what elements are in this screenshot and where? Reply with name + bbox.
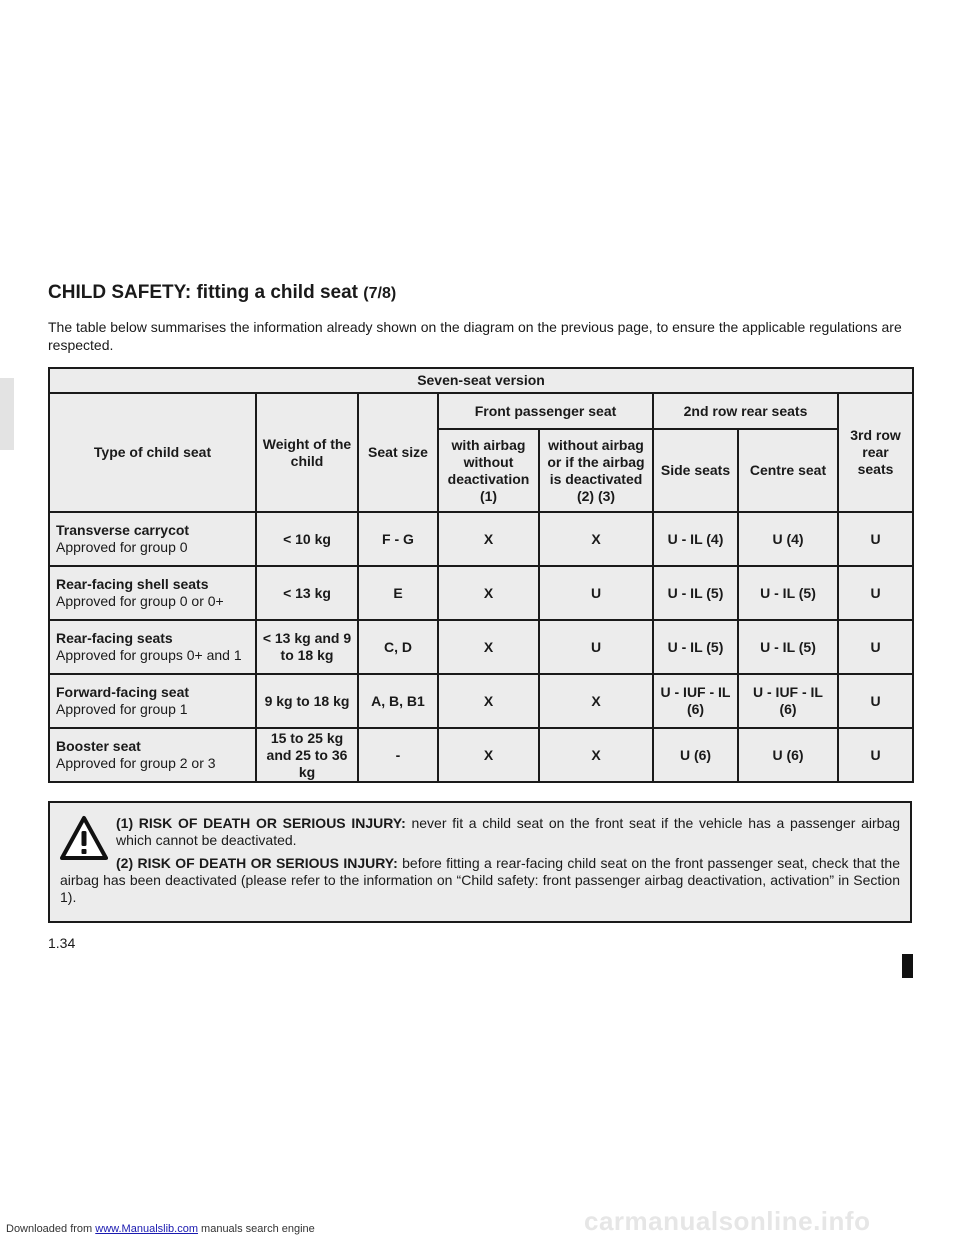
warning-note-1-text: never fit a child seat on the front seat if the vehicle has a passenger airbag which cannot be deactivated.	[116, 815, 901, 848]
row-desc: Approved for group 1	[56, 701, 188, 717]
cell-size: C, D	[358, 620, 438, 674]
header-without-airbag: without airbag or if the airbag is deactivated (2) (3)	[539, 429, 653, 512]
cell-front-without: X	[539, 728, 653, 782]
cell-third: U	[838, 566, 913, 620]
cell-size: A, B, B1	[358, 674, 438, 728]
row-label	[49, 674, 256, 728]
table-row	[49, 674, 913, 728]
header-type: Type of child seat	[49, 393, 256, 512]
cell-third: U	[838, 620, 913, 674]
row-desc: Approved for group 0 or 0+	[56, 593, 224, 609]
warning-note-2-lead: (2) RISK OF DEATH OR SERIOUS INJURY:	[116, 855, 398, 871]
row-label	[49, 566, 256, 620]
cell-centre: U - IL (5)	[738, 566, 838, 620]
header-2nd-row: 2nd row rear seats	[653, 393, 838, 429]
row-title: Rear-facing seats	[56, 630, 173, 646]
row-title: Forward-facing seat	[56, 684, 190, 700]
row-desc: Approved for group 2 or 3	[56, 755, 216, 771]
header-side-seats: Side seats	[653, 429, 738, 512]
cell-centre: U (6)	[738, 728, 838, 782]
row-desc: Approved for group 0	[56, 539, 188, 555]
cell-front-with: X	[438, 620, 539, 674]
cell-side: U - IUF - IL (6)	[653, 674, 738, 728]
header-weight: Weight of the child	[256, 393, 358, 512]
cell-side: U - IL (5)	[653, 566, 738, 620]
footer-link[interactable]: www.Manualslib.com	[95, 1223, 198, 1235]
table-row	[49, 512, 913, 566]
section-tab	[0, 378, 14, 450]
header-3rd-row: 3rd row rear seats	[838, 393, 913, 512]
header-with-airbag: with airbag without deactivation (1)	[438, 429, 539, 512]
row-title: Booster seat	[56, 738, 141, 754]
header-centre-seat: Centre seat	[738, 429, 838, 512]
row-label	[49, 728, 256, 782]
cell-weight: < 13 kg and 9 to 18 kg	[256, 620, 358, 674]
warning-note-1-lead: (1) RISK OF DEATH OR SERIOUS INJURY:	[116, 815, 406, 831]
cell-front-with: X	[438, 728, 539, 782]
watermark-logo: carmanualsonline.info	[584, 1206, 871, 1236]
row-label	[49, 512, 256, 566]
cell-weight: 15 to 25 kg and 25 to 36 kg	[256, 728, 358, 782]
table-row	[49, 620, 913, 674]
cell-side: U (6)	[653, 728, 738, 782]
download-footer	[6, 1223, 315, 1235]
row-desc: Approved for groups 0+ and 1	[56, 647, 242, 663]
cell-front-with: X	[438, 512, 539, 566]
warning-note-1	[116, 815, 900, 849]
row-label	[49, 620, 256, 674]
cell-front-without: X	[539, 674, 653, 728]
cell-front-without: X	[539, 512, 653, 566]
page-title	[48, 282, 396, 304]
child-seat-table	[48, 367, 914, 783]
cell-weight: 9 kg to 18 kg	[256, 674, 358, 728]
intro-text: The table below summarises the information already shown on the diagram on the previous page, to ensure the applicable regulations are respected.	[48, 319, 902, 353]
row-title: Transverse carrycot	[56, 522, 190, 538]
header-front-passenger: Front passenger seat	[438, 393, 653, 429]
table-row	[49, 566, 913, 620]
row-title: Rear-facing shell seats	[56, 576, 209, 592]
cell-front-without: U	[539, 566, 653, 620]
cell-centre: U - IUF - IL (6)	[738, 674, 838, 728]
table-row	[49, 728, 913, 782]
table-title: Seven-seat version	[49, 368, 913, 393]
cell-size: -	[358, 728, 438, 782]
cell-size: F - G	[358, 512, 438, 566]
header-size: Seat size	[358, 393, 438, 512]
cell-front-with: X	[438, 566, 539, 620]
cell-weight: < 10 kg	[256, 512, 358, 566]
footer-prefix: Downloaded from	[6, 1223, 93, 1235]
cell-third: U	[838, 512, 913, 566]
warning-box	[48, 801, 912, 923]
cell-third: U	[838, 674, 913, 728]
page-number: 1.34	[48, 935, 76, 951]
cell-centre: U (4)	[738, 512, 838, 566]
cell-third: U	[838, 728, 913, 782]
cell-side: U - IL (5)	[653, 620, 738, 674]
cell-size: E	[358, 566, 438, 620]
footer-suffix: manuals search engine	[197, 1223, 315, 1235]
cell-weight: < 13 kg	[256, 566, 358, 620]
warning-note-2-text: before fitting a rear-facing child seat on the front passenger seat, check that the airbag has been deactivated (please refer to the information on “Child safety: front passenger airbag deactivation, activation” in Section 1).	[60, 855, 900, 905]
cell-front-with: X	[438, 674, 539, 728]
cell-front-without: U	[539, 620, 653, 674]
title-text: CHILD SAFETY: fitting a child seat	[48, 282, 358, 303]
cell-side: U - IL (4)	[653, 512, 738, 566]
cell-centre: U - IL (5)	[738, 620, 838, 674]
title-part: (7/8)	[363, 285, 397, 302]
warning-note-2	[60, 855, 900, 906]
page-edge-marker	[902, 954, 913, 978]
